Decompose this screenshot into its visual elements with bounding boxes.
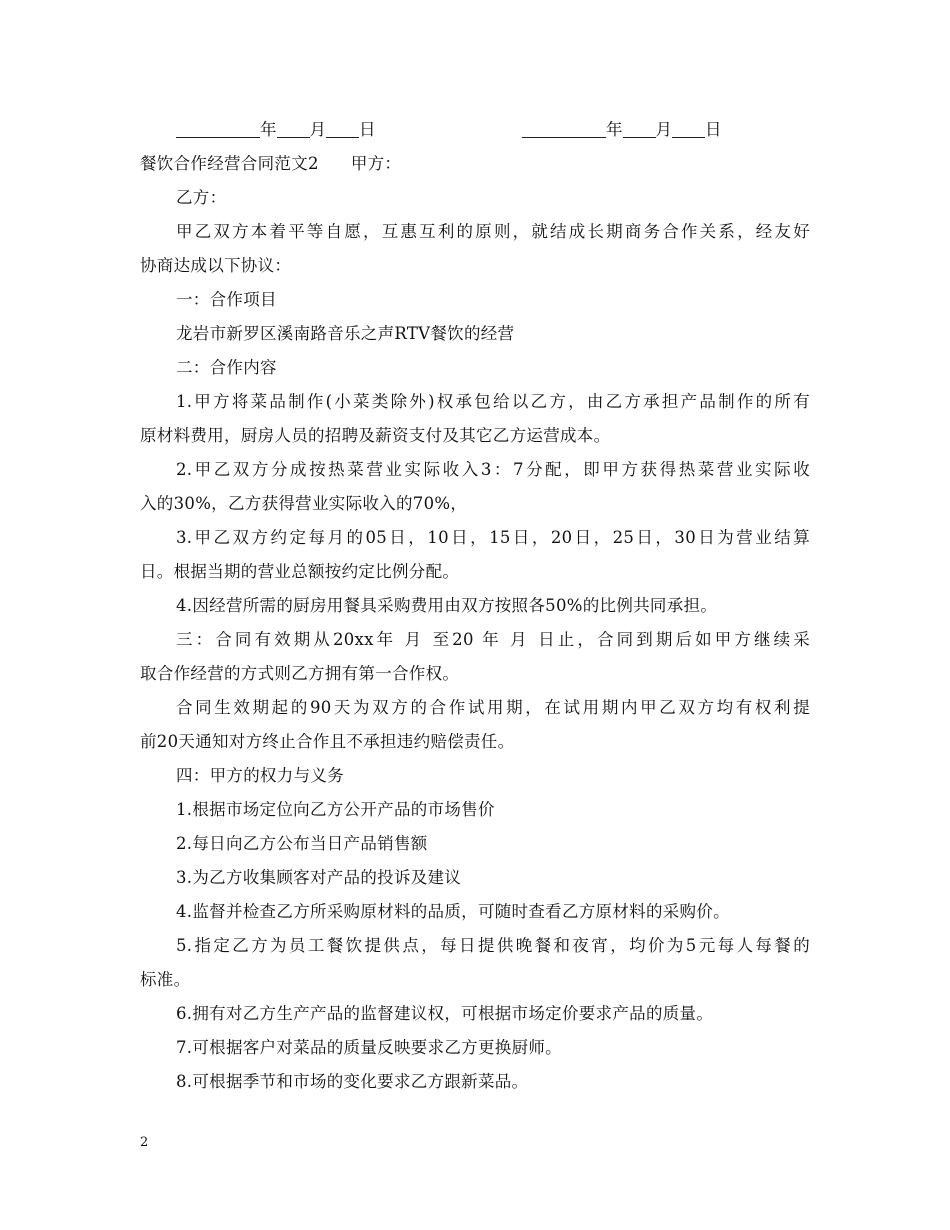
s2-item1-line2: 原材料费用，厨房人员的招聘及薪资支付及其它乙方运营成本。: [140, 426, 611, 445]
year-label: 年: [606, 120, 623, 139]
trial-line1: 合同生效期起的90天为双方的合作试用期，在试用期内甲乙双方均有权利提: [176, 698, 810, 717]
s4-item7: 7.可根据客户对菜品的质量反映要求乙方更换厨师。: [176, 1038, 562, 1057]
s2-item2-line1: 2.甲乙双方分成按热菜营业实际收入3：7分配，即甲方获得热菜营业实际收: [176, 460, 810, 479]
party-a-label: 甲方：: [350, 154, 402, 173]
s4-item1: 1.根据市场定位向乙方公开产品的市场售价: [176, 800, 495, 819]
s4-item3: 3.为乙方收集顾客对产品的投诉及建议: [176, 868, 462, 887]
s2-item3-line1: 3.甲乙双方约定每月的05日，10日，15日，20日，25日，30日为营业结算: [176, 528, 810, 547]
s4-item4: 4.监督并检查乙方所采购原材料的品质，可随时查看乙方原材料的采购价。: [176, 902, 730, 921]
month-label: 月: [309, 120, 326, 139]
s4-item5-line1: 5.指定乙方为员工餐饮提供点，每日提供晚餐和夜宵，均价为5元每人每餐的: [176, 936, 810, 955]
s2-item2-line2: 入的30%，乙方获得营业实际收入的70%，: [140, 494, 468, 513]
section3-line2: 取合作经营的方式则乙方拥有第一合作权。: [140, 664, 460, 683]
month-label: 月: [655, 120, 672, 139]
document-title: 餐饮合作经营合同范文2: [140, 154, 319, 173]
section1-heading: 一：合作项目: [176, 290, 277, 309]
day-blank: [326, 119, 359, 138]
party-b-label: 乙方：: [176, 188, 227, 207]
intro-line-1: 甲乙双方本着平等自愿，互惠互利的原则，就结成长期商务合作关系，经友好: [176, 222, 810, 241]
day-label: 日: [705, 120, 722, 139]
year-label: 年: [260, 120, 277, 139]
month-blank: [277, 119, 310, 138]
s2-item1-line1: 1.甲方将菜品制作(小菜类除外)权承包给以乙方，由乙方承担产品制作的所有: [176, 392, 810, 411]
day-label: 日: [359, 120, 376, 139]
day-blank: [672, 119, 705, 138]
s2-item3-line2: 日。根据当期的营业总额按约定比例分配。: [140, 562, 460, 581]
s2-item4: 4.因经营所需的厨房用餐具采购费用由双方按照各50%的比例共同承担。: [176, 596, 718, 615]
section3-line1: 三：合同有效期从20xx年 月 至20 年 月 日止，合同到期后如甲方继续采: [176, 630, 810, 649]
year-blank: [176, 119, 260, 138]
page-number: 2: [140, 1135, 149, 1150]
year-blank: [522, 119, 606, 138]
date-line-left: [176, 118, 376, 142]
trial-line2: 前20天通知对方终止合作且不承担违约赔偿责任。: [140, 732, 515, 751]
s4-item5-line2: 标准。: [140, 970, 191, 989]
intro-line-2: 协商达成以下协议：: [140, 256, 292, 275]
s4-item2: 2.每日向乙方公布当日产品销售额: [176, 834, 428, 853]
section4-heading: 四：甲方的权力与义务: [176, 766, 344, 785]
s4-item6: 6.拥有对乙方生产产品的监督建议权，可根据市场定价要求产品的质量。: [176, 1004, 714, 1023]
section2-heading: 二：合作内容: [176, 358, 277, 377]
date-line-right: [522, 118, 722, 142]
month-blank: [623, 119, 656, 138]
title-line: [140, 152, 401, 176]
s4-item8: 8.可根据季节和市场的变化要求乙方跟新菜品。: [176, 1072, 529, 1091]
section1-text: 龙岩市新罗区溪南路音乐之声RTV餐饮的经营: [176, 324, 515, 343]
